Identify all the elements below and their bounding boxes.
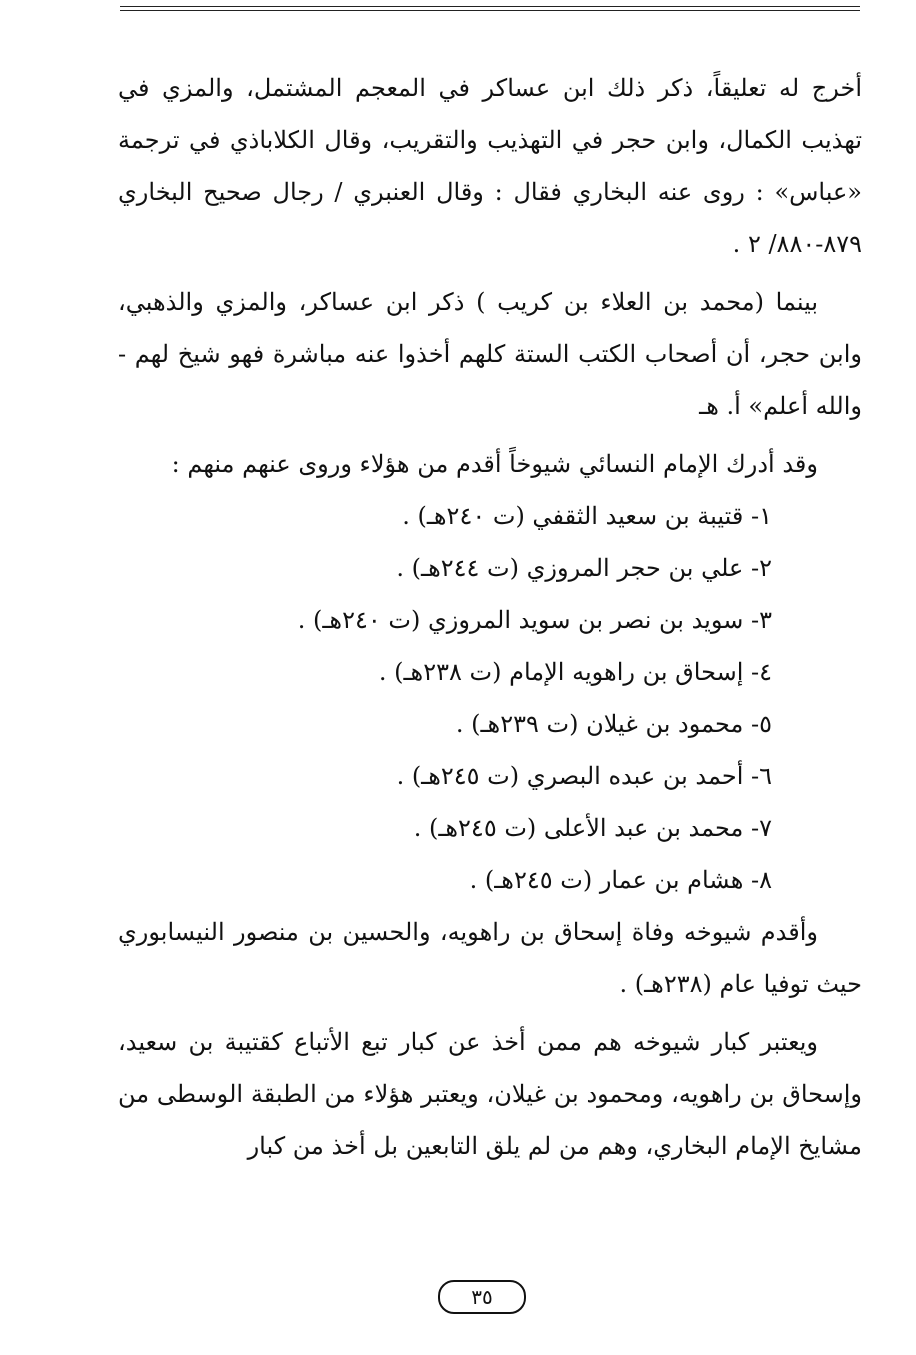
list-item: ٤- إسحاق بن راهويه الإمام (ت ٢٣٨هـ) .	[378, 658, 772, 686]
list-item: ٥- محمود بن غيلان (ت ٢٣٩هـ) .	[455, 710, 772, 738]
paragraph-5: ويعتبر كبار شيوخه هم ممن أخذ عن كبار تبع الأتباع كقتيبة بن سعيد، وإسحاق بن راهويه، ومحمود بن غيلان، ويعتبر هؤلاء من الطبقة الوسطى من مشايخ الإمام البخاري، وهم من لم يلق التابعين بل أخذ من كبار	[118, 1028, 862, 1160]
paragraph-2: بينما (محمد بن العلاء بن كريب ) ذكر ابن عساكر، والمزي والذهبي، وابن حجر، أن أصحاب الكتب الستة كلهم أخذوا عنه مباشرة فهو شيخ لهم - والله أعلم» أ. هـ	[118, 288, 862, 420]
list-item: ١- قتيبة بن سعيد الثقفي (ت ٢٤٠هـ) .	[402, 502, 772, 530]
paragraph-3: وقد أدرك الإمام النسائي شيوخاً أقدم من هؤلاء وروى عنهم منهم :	[171, 450, 818, 478]
page-body	[118, 62, 862, 1172]
paragraph-1: أخرج له تعليقاً، ذكر ذلك ابن عساكر في المعجم المشتمل، والمزي في تهذيب الكمال، وابن حجر في التهذيب والتقريب، وقال الكلاباذي في ترجمة «عباس» : روى عنه البخاري فقال : وقال العنبري / رجال صحيح البخاري ٨٧٩-٨٨٠/ ٢ .	[118, 74, 862, 258]
teachers-list	[118, 490, 862, 906]
list-item: ٦- أحمد بن عبده البصري (ت ٢٤٥هـ) .	[396, 762, 772, 790]
page-number: ٣٥	[438, 1280, 526, 1314]
list-item: ٨- هشام بن عمار (ت ٢٤٥هـ) .	[469, 866, 772, 894]
paragraph-4: وأقدم شيوخه وفاة إسحاق بن راهويه، والحسين بن منصور النيسابوري حيث توفيا عام (٢٣٨هـ) .	[118, 918, 862, 998]
list-item: ٣- سويد بن نصر بن سويد المروزي (ت ٢٤٠هـ) .	[297, 606, 772, 634]
list-item: ٢- علي بن حجر المروزي (ت ٢٤٤هـ) .	[396, 554, 772, 582]
list-item: ٧- محمد بن عبد الأعلى (ت ٢٤٥هـ) .	[413, 814, 772, 842]
top-rule	[120, 6, 860, 11]
